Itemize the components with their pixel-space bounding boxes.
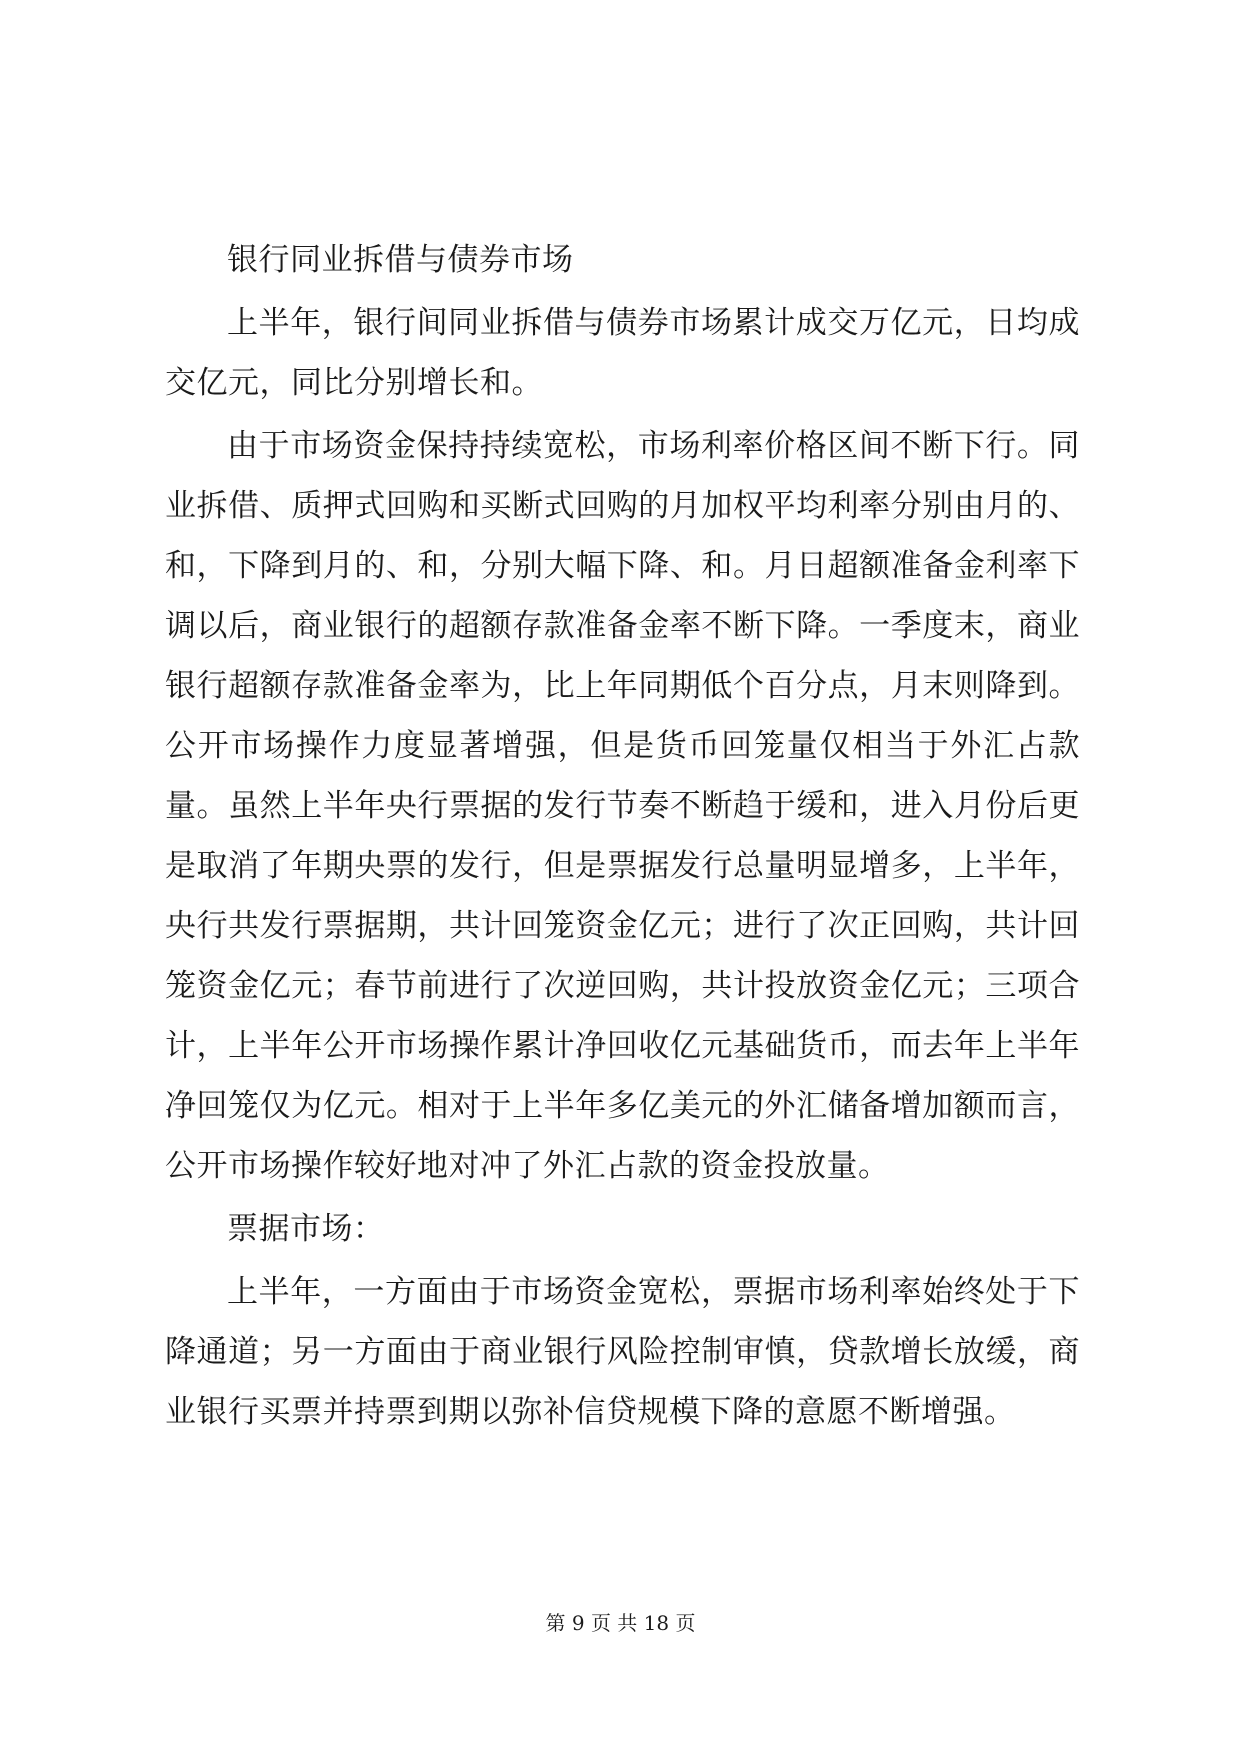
- section-heading-interbank: 银行同业拆借与债券市场: [227, 242, 574, 278]
- page-footer: 第 9 页 共 18 页: [545, 1611, 696, 1635]
- document-body: [165, 230, 1080, 1442]
- paragraph-bill-market: 上半年，一方面由于市场资金宽松，票据市场利率始终处于下降通道；另一方面由于商业银行风险控制审慎，贷款增长放缓，商业银行买票并持票到期以弥补信贷规模下降的意愿不断增强。: [165, 1274, 1080, 1430]
- paragraph-interbank-volume: 上半年，银行间同业拆借与债券市场累计成交万亿元，日均成交亿元，同比分别增长和。: [165, 305, 1080, 401]
- paragraph-market-rates: 由于市场资金保持持续宽松，市场利率价格区间不断下行。同业拆借、质押式回购和买断式回购的月加权平均利率分别由月的、和，下降到月的、和，分别大幅下降、和。月日超额准备金利率下调以后，商业银行的超额存款准备金率不断下降。一季度末，商业银行超额存款准备金率为，比上年同期低个百分点，月末则降到。公开市场操作力度显著增强，但是货币回笼量仅相当于外汇占款量。虽然上半年央行票据的发行节奏不断趋于缓和，进入月份后更是取消了年期央票的发行，但是票据发行总量明显增多，上半年，央行共发行票据期，共计回笼资金亿元；进行了次正回购，共计回笼资金亿元；春节前进行了次逆回购，共计投放资金亿元；三项合计，上半年公开市场操作累计净回收亿元基础货币，而去年上半年净回笼仅为亿元。相对于上半年多亿美元的外汇储备增加额而言，公开市场操作较好地对冲了外汇占款的资金投放量。: [165, 428, 1080, 1184]
- section-heading-bill-market: 票据市场：: [227, 1211, 385, 1247]
